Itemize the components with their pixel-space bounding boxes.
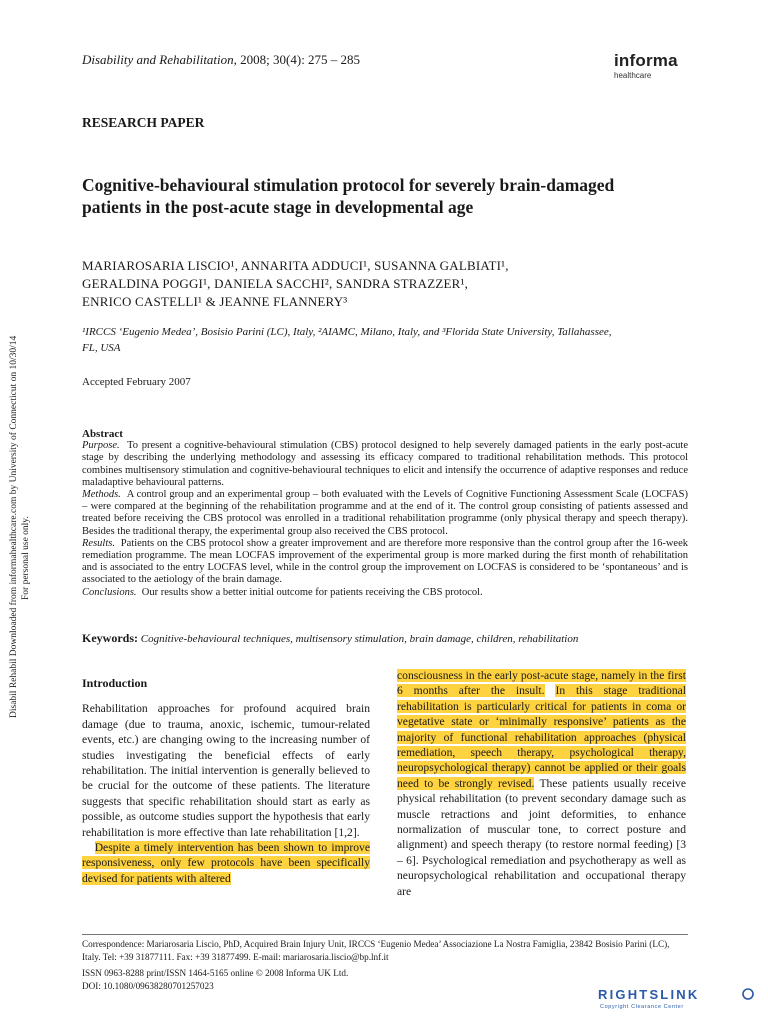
keywords-label: Keywords: <box>82 631 138 645</box>
doi-line[interactable]: DOI: 10.1080/09638280701257023 <box>82 980 214 991</box>
issn-line: ISSN 0963-8288 print/ISSN 1464-5165 online © 2008 Informa UK Ltd. <box>82 968 349 978</box>
section-heading-introduction: Introduction <box>82 676 148 690</box>
left-column <box>82 676 370 886</box>
intro-paragraph-2 <box>82 840 370 886</box>
affiliation-line: ¹IRCCS ‘Eugenio Medea’, Bosisio Parini (LC), Italy, ²AIAMC, Milano, Italy, and ³Florida State University, Tallahassee, <box>82 326 612 338</box>
affiliation-line: FL, USA <box>82 342 121 354</box>
abstract <box>82 428 688 599</box>
abstract-conclusions <box>82 587 688 599</box>
rightslink-logo[interactable] <box>596 985 756 1018</box>
conclusions-text: Our results show a better initial outcome for patients receiving the CBS protocol. <box>141 586 483 598</box>
purpose-text: To present a cognitive-behavioural stimulation (CBS) protocol designed to help severely damaged patients in the early post-acute stage by describing the underlying methodology and assessing its efficacy compared to traditional rehabilitation methods. This protocol combines multisensory stimulation and cognitive-behavioural techniques to elicit and intensify the occurrence of adaptive responses and reduce maladaptive behavioural patterns. <box>82 440 688 488</box>
abstract-heading: Abstract <box>82 428 123 440</box>
article-title <box>82 174 702 218</box>
methods-label: Methods. <box>82 489 121 501</box>
abstract-methods <box>82 489 688 538</box>
conclusions-label: Conclusions. <box>82 586 137 598</box>
correspondence-note: Correspondence: Mariarosaria Liscio, PhD, Acquired Brain Injury Unit, IRCCS ‘Eugenio Medea’ Associazione La Nostra Famiglia, 23842 Bosisio Parini (LC), Italy. Tel: +39 31877111. Fax: +39 31877499. E-mail: mariarosaria.liscio@bp.lnf.it <box>82 939 670 962</box>
results-label: Results. <box>82 537 115 549</box>
right-column <box>397 668 686 899</box>
highlighted-text[interactable]: In this stage traditional rehabilitation is particularly critical for patients in coma or vegetative state or ‘minimally responsive’ patients as the majority of functional rehabilitation approaches (physical remediation, speech therapy, psychological therapy, neuropsychological therapy) cannot be applied or their goals need to be strongly revised. <box>397 684 686 790</box>
article-type: RESEARCH PAPER <box>82 115 205 130</box>
highlighted-text[interactable]: Despite a timely intervention has been shown to improve responsiveness, only few protocols have been specifically devised for patients with altered <box>82 841 370 885</box>
watermark-line-1: Disabil Rehabil Downloaded from informahealthcare.com by University of Connecticut on 10/30/14 <box>9 335 19 718</box>
accepted-date: Accepted February 2007 <box>82 376 191 388</box>
author-line: GERALDINA POGGI¹, DANIELA SACCHI², SANDRA STRAZZER¹, <box>82 276 469 291</box>
methods-text: A control group and an experimental group – both evaluated with the Levels of Cognitive Functioning Assessment Scale (LOCFAS) – were compared at the beginning of the rehabilitation programme and at the end of it. The control group consisting of patients assessed and treated before receiving the CBS protocol was enrolled in a traditional rehabilitation programme (only physical therapy and speech therapy). Besides the traditional therapy, the experimental group also received the CBS protocol. <box>82 489 689 537</box>
rightslink-wordmark: RIGHTSLINK <box>598 987 700 1002</box>
purpose-label: Purpose. <box>82 440 120 452</box>
watermark-line-2: For personal use only. <box>21 516 31 600</box>
publication-info <box>82 967 348 992</box>
highlighted-text[interactable]: consciousness in the early post-acute stage, namely in the first 6 months after the insult. <box>397 669 686 698</box>
abstract-purpose <box>82 440 688 489</box>
author-line: ENRICO CASTELLI¹ & JEANNE FLANNERY³ <box>82 294 348 309</box>
author-line: MARIAROSARIA LISCIO¹, ANNARITA ADDUCI¹, SUSANNA GALBIATI¹, <box>82 258 509 273</box>
author-list <box>82 257 642 311</box>
download-watermark <box>6 300 34 720</box>
publisher-sub: healthcare <box>614 71 652 80</box>
affiliations <box>82 324 692 356</box>
journal-name: Disability and Rehabilitation <box>82 52 234 67</box>
abstract-results <box>82 538 688 587</box>
publisher-logo[interactable] <box>614 52 678 80</box>
journal-citation <box>82 52 360 68</box>
title-line-2: patients in the post-acute stage in developmental age <box>82 197 474 217</box>
rightslink-tagline: Copyright Clearance Center <box>600 1004 684 1010</box>
results-text: Patients on the CBS protocol show a greater improvement and are therefore more responsive than the control group after the 16-week remediation programme. The mean LOCFAS improvement of the experimental group is more marked during the first month of rehabilitation and is associated to the entry LOCFAS level, while in the control group the improvement on LOCFAS is considered to be ‘spontaneous’ and is associated to the aetiology of the brain damage. <box>82 537 689 586</box>
footer-divider <box>82 934 688 935</box>
intro-paragraph-continued <box>397 668 686 899</box>
intro-paragraph-1: Rehabilitation approaches for profound acquired brain damage (due to trauma, anoxic, ischemic, tumour-related events, etc.) are changing owing to the increasing number of studies investigating the beneficial effects of early rehabilitation. The initial intervention is generally believed to be crucial for the outcome of these patients. The literature suggests that specific rehabilitation should start as early as possible, as outcome studies support the hypothesis that early rehabilitation is more effective than late rehabilitation [1,2]. <box>82 702 370 839</box>
title-line-1: Cognitive-behavioural stimulation protocol for severely brain-damaged <box>82 175 615 195</box>
keywords <box>82 631 688 646</box>
paragraph-text: These patients usually receive physical rehabilitation (to prevent secondary damage such as muscle retractions and joint deformities, to enhance normalization of muscular tone, to correct posture and alignment) and speech therapy (to restore normal feeding) [3 – 6]. Psychological remediation and psychotherapy as well as neuropsychological rehabilitation and occupational therapy are <box>397 776 686 898</box>
journal-volume: , 2008; 30(4): 275 – 285 <box>233 52 361 67</box>
publisher-name: informa <box>614 51 678 70</box>
rightslink-icon <box>743 989 753 999</box>
keywords-text: Cognitive-behavioural techniques, multisensory stimulation, brain damage, children, rehabilitation <box>140 633 579 645</box>
